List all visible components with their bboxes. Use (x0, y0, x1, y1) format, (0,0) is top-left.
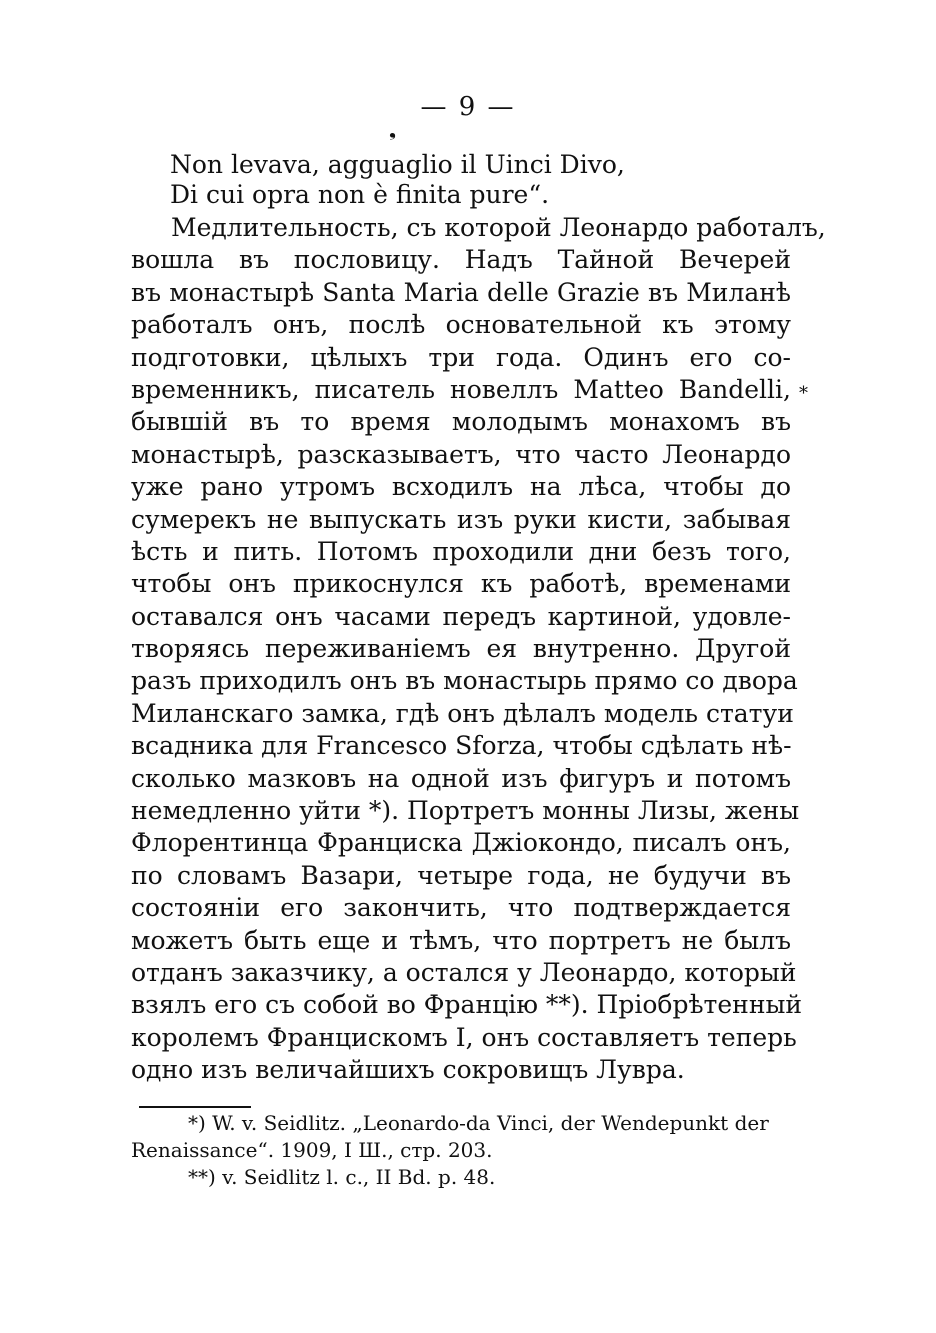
footnote: **) v. Seidlitz l. c., II Bd. p. 48. (188, 1165, 496, 1189)
text-line: Миланскаго замка, гдѣ онъ дѣлалъ модель статуи (131, 698, 794, 728)
text-line: по словамъ Вазари, четыре года, не будучи въ (131, 860, 791, 890)
text-line: Медлительность, съ которой Леонардо работалъ, (171, 213, 826, 242)
text-line: подготовки, цѣлыхъ три года. Одинъ его со- (131, 342, 791, 372)
text-line: ѣсть и пить. Потомъ проходили дни безъ того, (131, 536, 791, 566)
text-line: бывшій въ то время молодымъ монахомъ въ (131, 407, 791, 437)
text-line: вошла въ пословицу. Надъ Тайной Вечерей (131, 245, 791, 275)
text-line: Флорентинца Франциска Джіокондо, писалъ онъ, (131, 828, 791, 858)
text-line: сумерекъ не выпускать изъ руки кисти, забывая (131, 504, 791, 534)
text-line: одно изъ величайшихъ сокровищъ Лувра. (131, 1055, 685, 1085)
text-line: можетъ быть еще и тѣмъ, что портретъ не былъ (131, 925, 791, 955)
text-line: творяясь переживаніемъ ея внутренно. Другой (131, 634, 791, 664)
footnote: *) W. v. Seidlitz. „Leonardo-da Vinci, der Wendepunkt der (188, 1111, 769, 1135)
text-line: королемъ Францискомъ I, онъ составляетъ теперь (131, 1022, 797, 1052)
text-line: въ монастырѣ Santa Maria delle Grazie въ Миланѣ (131, 277, 791, 307)
text-line: сколько мазковъ на одной изъ фигуръ и потомъ (131, 763, 791, 793)
verse-quote (170, 150, 625, 210)
footnote-rule (139, 1106, 251, 1108)
printer-mark: ❟ (389, 120, 397, 141)
page-number: — 9 — (420, 92, 516, 122)
text-line: оставался онъ часами передъ картиной, удовле- (131, 601, 791, 631)
text-line: монастырѣ, разсказываетъ, что часто Леонардо (131, 439, 791, 469)
text-line: отданъ заказчику, а остался у Леонардо, который (131, 957, 797, 987)
text-line: разъ приходилъ онъ въ монастырь прямо со двора (131, 666, 798, 696)
footnotes (131, 1110, 791, 1191)
body-text (131, 212, 826, 1087)
text-line: немедленно уйти *). Портретъ монны Лизы, жены (131, 796, 800, 826)
verse-line: Di cui opra non è finita pure“. (170, 180, 550, 209)
text-line: всадника для Francesco Sforza, чтобы сдѣлать нѣ- (131, 731, 792, 761)
text-line: временникъ, писатель новеллъ Matteo Bandelli, (131, 374, 791, 404)
text-line: взялъ его съ собой во Францію **). Пріобрѣтенный (131, 990, 803, 1020)
margin-asterisk: * (799, 383, 808, 404)
text-line: работалъ онъ, послѣ основательной къ этому (131, 310, 791, 340)
text-line: чтобы онъ прикоснулся къ работѣ, временами (131, 569, 791, 599)
footnote-continuation: Renaissance“. 1909, I Ш., стр. 203. (131, 1138, 493, 1162)
text-line: состояніи его закончить, что подтверждается (131, 893, 791, 923)
text-line: уже рано утромъ всходилъ на лѣса, чтобы до (131, 472, 791, 502)
verse-line: Non levava, agguaglio il Uinci Divo, (170, 150, 625, 179)
